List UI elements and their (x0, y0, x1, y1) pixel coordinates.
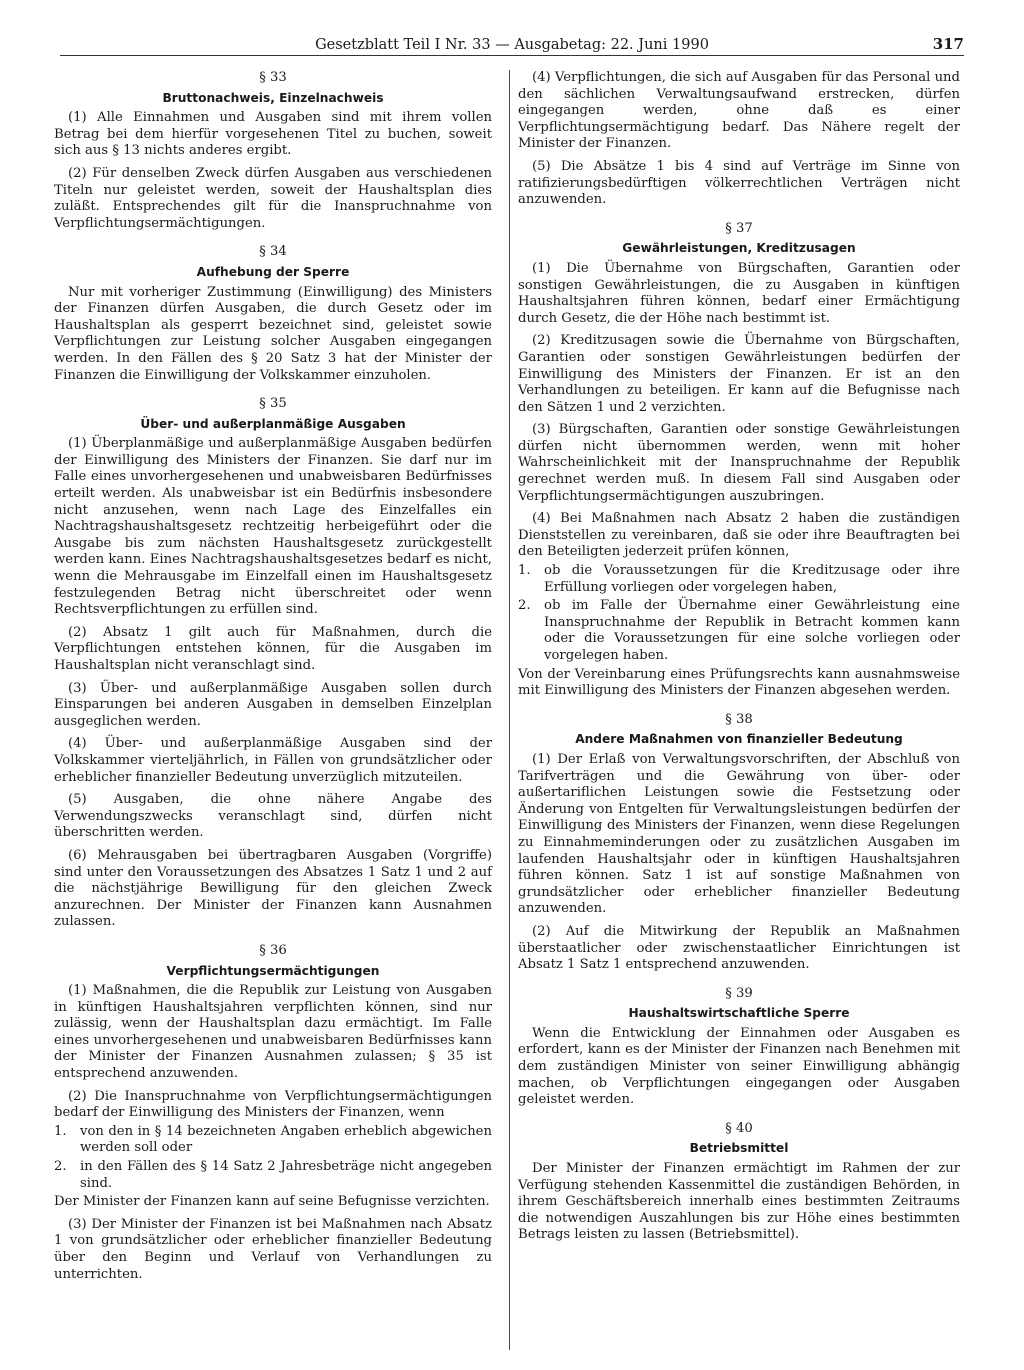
section-title: Andere Maßnahmen von finanzieller Bedeutung (575, 732, 903, 747)
section-number: § 35 (259, 396, 287, 412)
section-number: § 40 (725, 1120, 753, 1136)
section-number: § 34 (259, 244, 287, 260)
paragraph: (4) Verpflichtungen, die sich auf Ausgaben für das Personal und den sächlichen Verwaltungsaufwand erstrecken, dürfen eingegangen werden, ohne daß es einer Verpflichtungsermächtigung bedarf. Das Nähere regelt der Minister der Finanzen. (518, 70, 960, 152)
left-column (54, 70, 492, 1295)
section-title: Aufhebung der Sperre (196, 264, 350, 279)
section-title: Betriebsmittel (689, 1141, 789, 1156)
right-column (518, 70, 960, 1256)
section-number: § 36 (259, 942, 287, 958)
section-title: Über- und außerplanmäßige Ausgaben (140, 416, 406, 431)
paragraph: (1) Der Erlaß von Verwaltungsvorschriften, der Abschluß von Tarifverträgen und die Gewährung von über- oder außertariflichen Leistungen sowie die Festsetzung oder Änderung von Entgelten für Verwaltungsleistungen bedürfen der Einwilligung des Ministers der Finanzen, wenn diese Regelungen zu Einnahmeminderungen oder zu zusätzlichen Ausgaben im laufenden Haushaltsjahr oder in künftigen Haushaltsjahren führen können. Satz 1 ist auf sonstige Maßnahmen von grundsätzlicher oder erheblicher finanzieller Bedeutung anzuwenden. (518, 751, 960, 917)
list-item (518, 563, 960, 596)
paragraph: (4) Über- und außerplanmäßige Ausgaben sind der Volkskammer vierteljährlich, in Fällen von grundsätzlicher oder erheblicher finanzieller Bedeutung unverzüglich mitzuteilen. (54, 736, 492, 785)
page-header (60, 34, 964, 56)
paragraph: Wenn die Entwicklung der Einnahmen oder Ausgaben es erfordert, kann es der Minister der Finanzen nach Benehmen mit dem zuständigen Minister von seiner Einwilligung abhängig machen, ob Verpflichtungen eingegangen oder Ausgaben geleistet werden. (518, 1025, 960, 1108)
paragraph: (3) Bürgschaften, Garantien oder sonstige Gewährleistungen dürfen nicht übernommen werden, wenn mit hoher Wahrscheinlichkeit mit der Inanspruchnahme der Republik gerechnet werden muß. In diesem Fall sind Ausgaben oder Verpflichtungsermächtigungen auszubringen. (518, 422, 960, 504)
list-item-number: 1. (54, 1123, 67, 1139)
section-title: Bruttonachweis, Einzelnachweis (162, 90, 384, 105)
section-40 (518, 1121, 960, 1244)
paragraph: (1) Maßnahmen, die die Republik zur Leistung von Ausgaben in künftigen Haushaltsjahren verpflichten können, sind nur zulässig, wenn der Haushaltsplan dazu ermächtigt. Im Falle eines unvorhergesehenen und unabweisbaren Bedürfnisses kann der Minister der Finanzen Ausnahmen zulassen; § 35 ist entsprechend anzuwenden. (54, 983, 492, 1082)
section-39 (518, 986, 960, 1109)
section-title: Verpflichtungsermächtigungen (166, 963, 380, 978)
paragraph: (1) Überplanmäßige und außerplanmäßige Ausgaben bedürfen der Einwilligung des Ministers der Finanzen. Sie darf nur im Falle eines unvorhergesehenen und unabweisbaren Bedürfnisses erteilt werden. Als unabweisbar ist ein Bedürfnis insbesondere nicht anzusehen, wenn nach Lage des Einzelfalles ein Nachtragshaushaltsgesetz rechtzeitig herbeigeführt oder die Ausgabe bis zum nächsten Haushaltsgesetz zurückgestellt werden kann. Eines Nachtragshaushaltsgesetzes bedarf es nicht, wenn die Mehrausgabe im Einzelfall einen im Haushaltsgesetz festzulegenden Betrag nicht überschreitet oder wenn Rechtsverpflichtungen zu erfüllen sind. (54, 436, 492, 618)
section-title: Gewährleistungen, Kreditzusagen (622, 241, 856, 256)
section-37 (518, 221, 960, 700)
list-item-number: 2. (54, 1159, 67, 1175)
section-number: § 33 (259, 70, 287, 85)
paragraph: (6) Mehrausgaben bei übertragbaren Ausgaben (Vorgriffe) sind unter den Voraussetzungen des Absatzes 1 Satz 1 und 2 auf die nächstjährige Bewilligung für den gleichen Zweck anzurechnen. Der Minister der Finanzen kann Ausnahmen zulassen. (54, 847, 492, 930)
paragraph: (3) Über- und außerplanmäßige Ausgaben sollen durch Einsparungen bei anderen Ausgaben in demselben Einzelplan ausgeglichen werden. (54, 680, 492, 729)
page-number: 317 (932, 35, 964, 53)
section-33 (54, 70, 492, 232)
paragraph: Der Minister der Finanzen ermächtigt im Rahmen der zur Verfügung stehenden Kassenmittel die zuständigen Behörden, in ihrem Geschäftsbereich innerhalb eines bestimmten Zeitraums die notwendigen Auszahlungen bis zur Höhe eines bestimmten Betrags leisten zu lassen (Betriebsmittel). (518, 1161, 960, 1243)
section-title: Haushaltswirtschaftliche Sperre (628, 1006, 850, 1021)
paragraph: (5) Ausgaben, die ohne nähere Angabe des Verwendungszwecks veranschlagt sind, dürfen nicht überschritten werden. (54, 792, 492, 841)
section-38 (518, 712, 960, 974)
list-item-text: in den Fällen des § 14 Satz 2 Jahresbeträge nicht angegeben sind. (80, 1159, 492, 1191)
list-item-number: 1. (518, 563, 531, 579)
paragraph: (2) Absatz 1 gilt auch für Maßnahmen, durch die Verpflichtungen entstehen können, für die Ausgaben im Haushaltsplan nicht veranschlagt sind. (54, 624, 492, 673)
section-36-continued (518, 70, 960, 209)
running-title: Gesetzblatt Teil I Nr. 33 — Ausgabetag: 22. Juni 1990 (315, 37, 709, 53)
section-36 (54, 943, 492, 1283)
paragraph: (5) Die Absätze 1 bis 4 sind auf Verträge im Sinne von ratifizierungsbedürftigen völkerrechtlichen Verträgen nicht anzuwenden. (518, 158, 960, 208)
paragraph: (2) Die Inanspruchnahme von Verpflichtungsermächtigungen bedarf der Einwilligung des Ministers der Finanzen, wenn (54, 1088, 492, 1121)
list-item-text: ob im Falle der Übernahme einer Gewährleistung eine Inanspruchnahme der Republik in Betracht kommen kann oder die Voraussetzungen für eine solche vorliegen oder vorgelegen haben. (544, 598, 960, 663)
section-34 (54, 244, 492, 384)
column-divider (509, 70, 510, 1350)
list-item (54, 1159, 492, 1192)
list-item (518, 598, 960, 664)
paragraph: (1) Die Übernahme von Bürgschaften, Garantien oder sonstigen Gewährleistungen, die zu Ausgaben in künftigen Haushaltsjahren führen können, bedarf einer Ermächtigung durch Gesetz, die der Höhe nach bestimmt ist. (518, 260, 960, 326)
list-item (54, 1124, 492, 1157)
list-item-number: 2. (518, 598, 531, 614)
list-item-text: ob die Voraussetzungen für die Kreditzusage oder ihre Erfüllung vorliegen oder vorgelegen haben, (544, 563, 960, 595)
section-35 (54, 396, 492, 931)
paragraph: (2) Für denselben Zweck dürfen Ausgaben aus verschiedenen Titeln nur geleistet werden, soweit der Haushaltsplan dies zuläßt. Entsprechendes gilt für die Inanspruchnahme von Verpflichtungsermächtigungen. (54, 165, 492, 231)
section-number: § 39 (725, 985, 753, 1001)
paragraph: Von der Vereinbarung eines Prüfungsrechts kann ausnahmsweise mit Einwilligung des Ministers der Finanzen abgesehen werden. (518, 666, 960, 699)
list-item-text: von den in § 14 bezeichneten Angaben erheblich abgewichen werden soll oder (80, 1123, 492, 1156)
paragraph: (1) Alle Einnahmen und Ausgaben sind mit ihrem vollen Betrag bei dem hierfür vorgesehenen Titel zu buchen, soweit sich aus § 13 nichts anderes ergibt. (54, 110, 492, 159)
section-number: § 37 (725, 220, 753, 236)
paragraph: (4) Bei Maßnahmen nach Absatz 2 haben die zuständigen Dienststellen zu vereinbaren, daß sie oder ihre Beauftragten bei den Beteiligten jederzeit prüfen können, (518, 511, 960, 560)
paragraph: (2) Kreditzusagen sowie die Übernahme von Bürgschaften, Garantien oder sonstigen Gewährleistungen bedürfen der Einwilligung des Ministers der Finanzen. Er ist an den Verhandlungen zu beteiligen. Er kann auf die Befugnisse nach den Sätzen 1 und 2 verzichten. (518, 333, 960, 415)
paragraph: (2) Auf die Mitwirkung der Republik an Maßnahmen überstaatlicher oder zwischenstaatlicher Einrichtungen ist Absatz 1 Satz 1 entsprechend anzuwenden. (518, 923, 960, 973)
paragraph: Der Minister der Finanzen kann auf seine Befugnisse verzichten. (54, 1194, 490, 1210)
paragraph: (3) Der Minister der Finanzen ist bei Maßnahmen nach Absatz 1 von grundsätzlicher oder erheblicher finanzieller Bedeutung über den Beginn und Verlauf von Verhandlungen zu unterrichten. (54, 1216, 492, 1282)
section-number: § 38 (725, 711, 753, 727)
paragraph: Nur mit vorheriger Zustimmung (Einwilligung) des Ministers der Finanzen dürfen Ausgaben, die durch Gesetz oder im Haushaltsplan als gesperrt bezeichnet sind, geleistet sowie Verpflichtungen zur Leistung solcher Ausgaben eingegangen werden. In den Fällen des § 20 Satz 3 hat der Minister der Finanzen die Einwilligung der Volkskammer einzuholen. (54, 284, 492, 383)
